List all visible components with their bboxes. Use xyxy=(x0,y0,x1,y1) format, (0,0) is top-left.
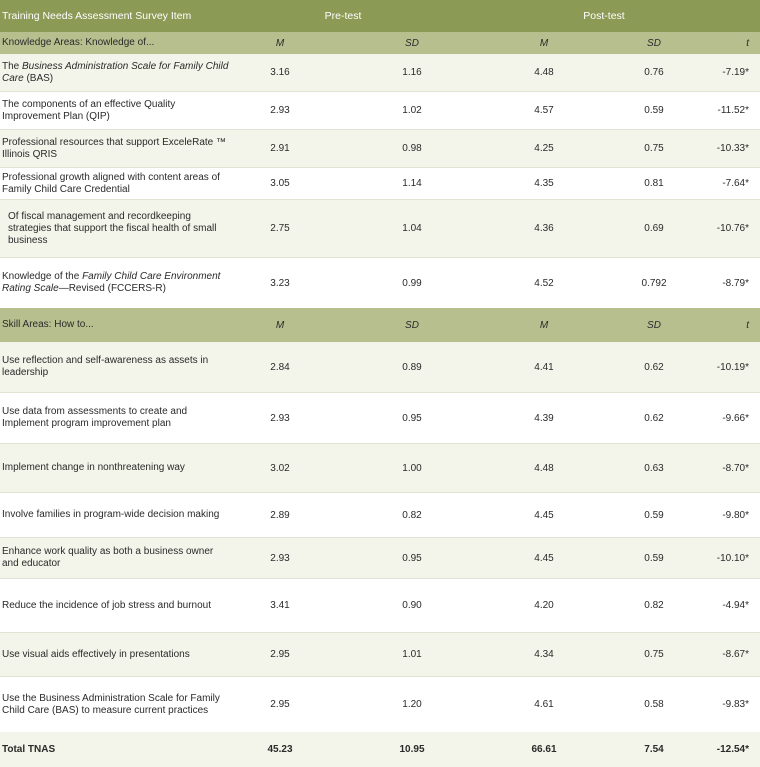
row-item: Use data from assessments to create and Implement program improvement plan xyxy=(2,406,188,429)
pre-mean: 2.84 xyxy=(270,361,290,373)
t-value: -10.19* xyxy=(716,361,749,373)
post-mean: 4.36 xyxy=(534,223,554,234)
pre-mean: 2.93 xyxy=(270,105,290,116)
col-pre-mean: M xyxy=(275,319,285,331)
header-pre-test: Pre-test xyxy=(324,10,362,22)
pre-sd: 1.02 xyxy=(402,105,422,116)
table-row xyxy=(0,92,760,130)
header-post-test: Post-test xyxy=(583,10,625,22)
col-post-sd: SD xyxy=(647,37,661,49)
col-pre-mean: M xyxy=(275,37,285,49)
t-value: -4.94* xyxy=(722,600,749,611)
table-row xyxy=(0,130,760,168)
t-value: -8.70* xyxy=(722,462,749,474)
row-item: The Business Administration Scale for Family Child Care (BAS) xyxy=(2,60,229,84)
post-sd: 0.62 xyxy=(644,361,664,373)
row-item: Use reflection and self-awareness as assets in leadership xyxy=(2,355,209,378)
table-row xyxy=(0,579,760,633)
row-item: Professional growth aligned with content areas of Family Child Care Credential xyxy=(2,171,220,195)
post-mean: 4.20 xyxy=(534,600,554,611)
col-pre-sd: SD xyxy=(405,37,419,49)
post-mean: 4.45 xyxy=(534,552,554,564)
section-header-skills xyxy=(0,308,760,342)
pre-sd: 1.00 xyxy=(402,462,422,474)
table-row xyxy=(0,677,760,732)
table-row xyxy=(0,342,760,393)
pre-mean: 2.93 xyxy=(270,412,290,424)
total-label: Total TNAS xyxy=(2,743,56,755)
table-header xyxy=(0,0,760,32)
t-value: -7.19* xyxy=(722,67,749,78)
table-row xyxy=(0,444,760,493)
total-post-sd: 7.54 xyxy=(644,744,664,755)
post-sd: 0.59 xyxy=(644,105,664,116)
t-value: -9.83* xyxy=(722,699,749,710)
pre-sd: 0.89 xyxy=(402,361,422,373)
t-value: -8.67* xyxy=(722,649,749,660)
post-mean: 4.48 xyxy=(534,67,554,78)
table-row xyxy=(0,393,760,444)
pre-sd: 0.90 xyxy=(402,600,422,611)
total-pre-mean: 45.23 xyxy=(267,744,293,755)
table-row xyxy=(0,258,760,308)
row-item: Involve families in program-wide decision making xyxy=(2,509,220,520)
col-post-mean: M xyxy=(539,37,549,49)
pre-sd: 0.98 xyxy=(402,143,422,154)
table-row xyxy=(0,54,760,92)
post-mean: 4.35 xyxy=(534,178,554,189)
pre-sd: 0.82 xyxy=(402,509,422,521)
col-post-mean: M xyxy=(539,319,549,331)
section-header-knowledge xyxy=(0,32,760,54)
t-value: -7.64* xyxy=(722,178,749,189)
t-value: -8.79* xyxy=(722,277,749,289)
table-row xyxy=(0,633,760,677)
total-row xyxy=(0,732,760,767)
post-sd: 0.82 xyxy=(644,600,664,611)
t-value: -10.10* xyxy=(716,552,749,564)
total-t-value: -12.54* xyxy=(716,744,749,755)
pre-sd: 1.14 xyxy=(402,178,422,189)
pre-mean: 3.05 xyxy=(270,178,290,189)
row-item: Enhance work quality as both a business owner and educator xyxy=(2,546,214,569)
pre-mean: 2.95 xyxy=(270,649,290,660)
pre-mean: 2.89 xyxy=(270,509,290,521)
col-post-sd: SD xyxy=(647,319,661,331)
pre-mean: 3.23 xyxy=(270,277,290,289)
pre-sd: 1.20 xyxy=(402,699,422,710)
post-sd: 0.59 xyxy=(644,509,664,521)
post-sd: 0.75 xyxy=(644,649,664,660)
col-t: t xyxy=(746,37,749,49)
t-value: -11.52* xyxy=(717,105,749,116)
post-mean: 4.52 xyxy=(534,277,554,289)
row-item: Knowledge of the Family Child Care Environment Rating Scale—Revised (FCCERS-R) xyxy=(2,271,221,294)
header-item-label: Training Needs Assessment Survey Item xyxy=(2,10,192,22)
post-mean: 4.39 xyxy=(534,412,554,424)
pre-mean: 2.75 xyxy=(270,223,290,234)
pre-mean: 3.16 xyxy=(270,67,290,78)
pre-mean: 2.93 xyxy=(270,552,290,564)
t-value: -9.66* xyxy=(722,412,749,424)
row-item: Implement change in nonthreatening way xyxy=(2,462,185,473)
t-value: -10.33* xyxy=(716,143,749,154)
row-item: The components of an effective Quality Improvement Plan (QIP) xyxy=(2,98,176,122)
table-row xyxy=(0,200,760,258)
section-label: Knowledge Areas: Knowledge of... xyxy=(2,37,155,48)
t-value: -10.76* xyxy=(716,223,749,234)
post-mean: 4.45 xyxy=(534,509,554,521)
total-post-mean: 66.61 xyxy=(531,744,557,755)
post-sd: 0.76 xyxy=(644,67,664,78)
total-pre-sd: 10.95 xyxy=(399,744,425,755)
post-mean: 4.41 xyxy=(534,361,554,373)
row-item: Of fiscal management and recordkeeping strategies that support the fiscal health of small business xyxy=(8,210,217,246)
row-item: Use visual aids effectively in presentations xyxy=(2,648,190,660)
col-t: t xyxy=(746,319,749,331)
pre-sd: 1.01 xyxy=(402,649,422,660)
row-item: Use the Business Administration Scale for Family Child Care (BAS) to measure current practices xyxy=(2,692,220,716)
post-mean: 4.48 xyxy=(534,462,554,474)
post-sd: 0.792 xyxy=(641,277,667,289)
row-item: Reduce the incidence of job stress and burnout xyxy=(2,599,212,611)
table-row xyxy=(0,168,760,200)
pre-sd: 1.04 xyxy=(402,223,422,234)
post-sd: 0.62 xyxy=(644,412,664,424)
section-label: Skill Areas: How to... xyxy=(2,319,94,330)
post-mean: 4.34 xyxy=(534,649,554,660)
post-mean: 4.57 xyxy=(534,105,554,116)
pre-mean: 3.02 xyxy=(270,462,290,474)
pre-sd: 1.16 xyxy=(402,67,422,78)
post-sd: 0.81 xyxy=(644,178,664,189)
t-value: -9.80* xyxy=(722,509,749,521)
post-sd: 0.59 xyxy=(644,552,664,564)
post-mean: 4.61 xyxy=(534,699,554,710)
pre-mean: 3.41 xyxy=(270,600,290,611)
pre-mean: 2.91 xyxy=(270,143,290,154)
pre-sd: 0.99 xyxy=(402,277,422,289)
post-sd: 0.69 xyxy=(644,223,664,234)
post-sd: 0.75 xyxy=(644,143,664,154)
post-sd: 0.63 xyxy=(644,462,664,474)
pre-sd: 0.95 xyxy=(402,552,422,564)
pre-mean: 2.95 xyxy=(270,699,290,710)
post-sd: 0.58 xyxy=(644,699,664,710)
post-mean: 4.25 xyxy=(534,143,554,154)
pre-sd: 0.95 xyxy=(402,412,422,424)
table-row xyxy=(0,538,760,579)
col-pre-sd: SD xyxy=(405,319,419,331)
table-row xyxy=(0,493,760,538)
row-item: Professional resources that support ExceleRate ™ Illinois QRIS xyxy=(2,136,226,160)
